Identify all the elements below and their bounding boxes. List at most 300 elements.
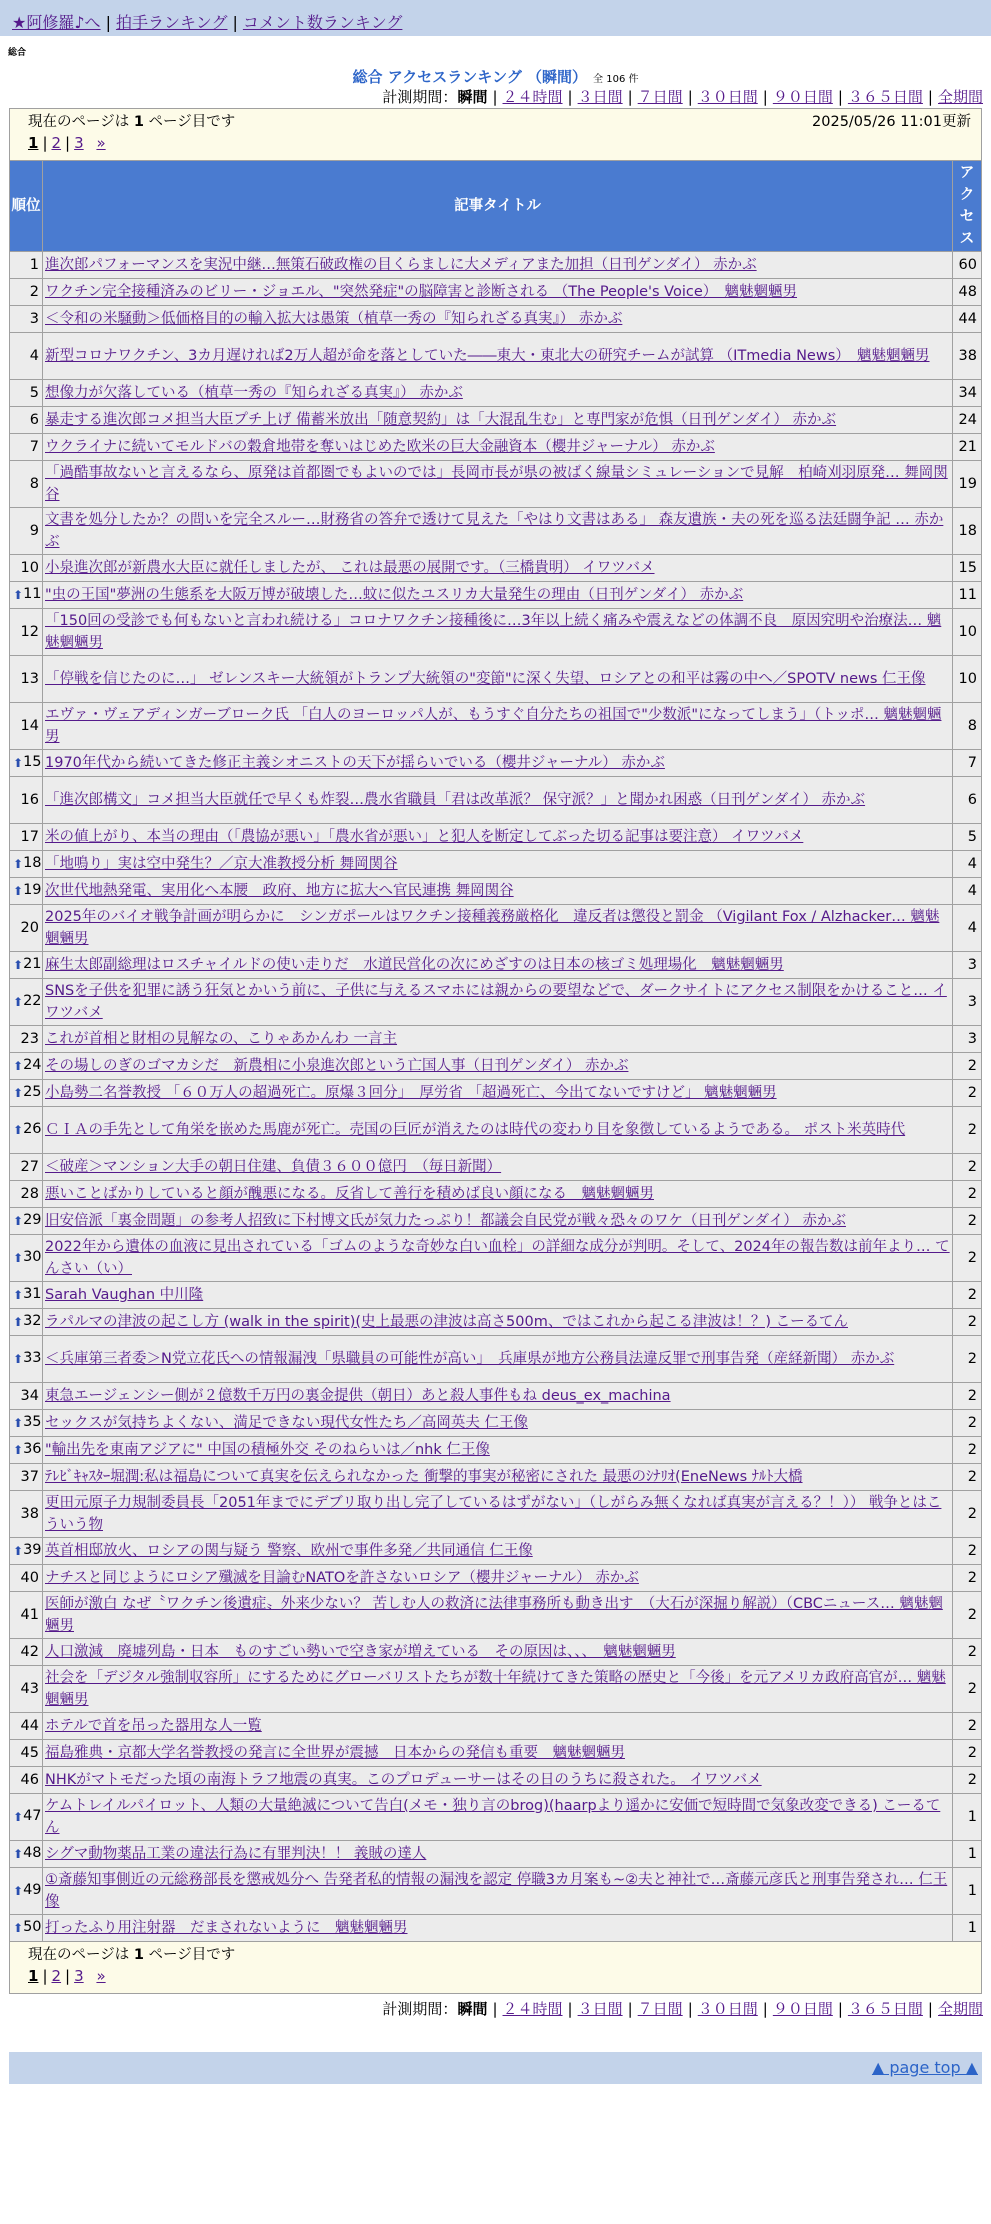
rank-number: 22 xyxy=(23,993,42,1009)
article-link[interactable]: 福島雅典・京都大学名誉教授の発言に全世界が震撼 日本からの発信も重要 魑魅魍魎男 xyxy=(45,1745,625,1761)
nav-link-comment-ranking[interactable]: コメント数ランキング xyxy=(242,13,403,32)
pager-page-3[interactable]: 3 xyxy=(74,1967,84,1985)
rank-number: 39 xyxy=(23,1542,42,1558)
pager-page-2[interactable]: 2 xyxy=(51,1967,62,1985)
rank-cell xyxy=(10,279,42,305)
up-arrow-icon: ⬆ xyxy=(13,1123,24,1137)
rank-cell xyxy=(10,750,42,776)
table-row xyxy=(10,1383,981,1409)
up-arrow-icon: ⬆ xyxy=(13,857,24,871)
rank-number: 12 xyxy=(20,624,39,640)
article-link[interactable]: ＜令和の米騒動＞低価格目的の輸入拡大は愚策（植草一秀の『知られざる真実』） 赤かぶ xyxy=(45,311,623,327)
period-link[interactable]: ３６５日間 xyxy=(847,88,923,106)
title-cell xyxy=(43,777,952,823)
rank-number: 5 xyxy=(29,385,39,401)
title-cell xyxy=(43,1107,952,1153)
title-cell xyxy=(43,750,952,776)
rank-number: 28 xyxy=(20,1186,39,1202)
nav-link-clap-ranking[interactable]: 拍手ランキング xyxy=(115,13,228,32)
table-row xyxy=(10,1915,981,1941)
article-link[interactable]: 新型コロナワクチン、3カ月遅ければ2万人超が命を落としていた――東大・東北大の研究チームが試算 （ITmedia News） 魑魅魍魎男 xyxy=(45,348,930,364)
access-count: 34 xyxy=(953,380,981,406)
current-page-text: 現在のページは 1 ページ目です xyxy=(28,114,236,130)
title-cell xyxy=(43,1565,952,1591)
article-link[interactable]: ＜兵庫第三者委＞N党立花氏への情報漏洩「県職員の可能性が高い」 兵庫県が地方公務員法違反罪で刑事告発（産経新聞） 赤かぶ xyxy=(45,1351,895,1367)
access-count: 2 xyxy=(953,1154,981,1180)
title-cell xyxy=(43,333,952,379)
access-count: 2 xyxy=(953,1713,981,1739)
title-cell xyxy=(43,1410,952,1436)
rank-cell xyxy=(10,555,42,581)
rank-cell xyxy=(10,461,42,507)
table-row xyxy=(10,1464,981,1490)
up-arrow-icon: ⬆ xyxy=(13,1810,24,1824)
title-cell xyxy=(43,1282,952,1308)
article-link[interactable]: ﾃﾚﾋﾞｷｬｽﾀｰ堀潤:私は福島について真実を伝えられなかった 衝撃的事実が秘密にされた 最悪のｼﾅﾘｵ(EneNews ﾅﾙﾄ大橋 xyxy=(45,1469,803,1485)
rank-cell xyxy=(10,1437,42,1463)
rank-number: 33 xyxy=(23,1350,42,1366)
nav-separator: | xyxy=(105,13,111,32)
rank-cell xyxy=(10,252,42,278)
up-arrow-icon: ⬆ xyxy=(13,588,24,602)
rank-number: 43 xyxy=(20,1681,39,1697)
article-link[interactable]: 英首相邸放火、ロシアの関与疑う 警察、欧州で事件多発／共同通信 仁王像 xyxy=(45,1543,533,1559)
article-link[interactable]: 打ったふり用注射器 だまされないように 魑魅魍魎男 xyxy=(45,1920,408,1936)
title-cell xyxy=(43,952,952,978)
rank-cell xyxy=(10,1767,42,1793)
article-link[interactable]: NHKがマトモだった頃の南海トラフ地震の真実。このプロデューサーはその日のうちに殺された。 イワツバメ xyxy=(45,1772,762,1788)
access-count: 2 xyxy=(953,1740,981,1766)
title-cell xyxy=(43,1639,952,1665)
article-link[interactable]: Sarah Vaughan 中川隆 xyxy=(45,1287,204,1303)
title-cell xyxy=(43,1464,952,1490)
up-arrow-icon: ⬆ xyxy=(13,995,24,1009)
rank-number: 41 xyxy=(20,1607,39,1623)
table-row xyxy=(10,979,981,1025)
rank-number: 15 xyxy=(23,754,42,770)
rank-cell xyxy=(10,1336,42,1382)
rank-cell xyxy=(10,905,42,951)
title-cell xyxy=(43,656,952,702)
access-count: 1 xyxy=(953,1915,981,1941)
period-link[interactable]: ７日間 xyxy=(637,88,683,106)
pager-next[interactable]: » xyxy=(96,134,106,152)
access-count: 2 xyxy=(953,1410,981,1436)
article-link[interactable]: 旧安倍派「裏金問題」の参考人招致に下村博文氏が気力たっぷり！都議会自民党が戦々恐々のワケ（日刊ゲンダイ） 赤かぶ xyxy=(45,1213,846,1229)
rank-number: 31 xyxy=(23,1286,42,1302)
table-row xyxy=(10,1154,981,1180)
article-link[interactable]: エヴァ・ヴェアディンガーブローク氏 「白人のヨーロッパ人が、もうすぐ自分たちの祖国で"少数派"になってしまう」（トッポ… 魑魅魍魎男 xyxy=(45,707,942,745)
period-separator: | xyxy=(837,2000,843,2018)
rank-cell xyxy=(10,1639,42,1665)
period-link[interactable]: ３日間 xyxy=(577,2000,623,2018)
rank-cell xyxy=(10,508,42,554)
title-cell xyxy=(43,1666,952,1712)
period-link[interactable]: ３０日間 xyxy=(697,88,758,106)
access-count: 4 xyxy=(953,905,981,951)
rank-number: 26 xyxy=(23,1121,42,1137)
rank-cell xyxy=(10,878,42,904)
table-row xyxy=(10,380,981,406)
up-arrow-icon: ⬆ xyxy=(13,1251,24,1265)
up-arrow-icon: ⬆ xyxy=(13,1214,24,1228)
rank-number: 42 xyxy=(20,1644,39,1660)
article-link[interactable]: ウクライナに続いてモルドバの穀倉地帯を奪いはじめた欧米の巨大金融資本（櫻井ジャーナル） 赤かぶ xyxy=(45,439,715,455)
table-row xyxy=(10,878,981,904)
access-count: 5 xyxy=(953,824,981,850)
access-count: 2 xyxy=(953,1767,981,1793)
access-count: 1 xyxy=(953,1841,981,1867)
period-link[interactable]: ９０日間 xyxy=(772,2000,833,2018)
access-count: 2 xyxy=(953,1538,981,1564)
rank-number: 10 xyxy=(20,560,39,576)
rank-number: 17 xyxy=(20,829,39,845)
title-cell xyxy=(43,1026,952,1052)
rank-cell xyxy=(10,952,42,978)
rank-number: 30 xyxy=(23,1249,42,1265)
rank-cell xyxy=(10,1915,42,1941)
up-arrow-icon: ⬆ xyxy=(13,1416,24,1430)
rank-number: 8 xyxy=(29,476,39,492)
article-link[interactable]: 1970年代から続いてきた修正主義シオニストの天下が揺らいでいる（櫻井ジャーナル） 赤かぶ xyxy=(45,755,665,771)
table-row xyxy=(10,252,981,278)
article-link[interactable]: 小泉進次郎が新農水大臣に就任しましたが、 これは最悪の展開です。（三橋貴明） イワツバメ xyxy=(45,560,655,576)
rank-number: 29 xyxy=(23,1212,42,1228)
title-cell xyxy=(43,1841,952,1867)
table-row xyxy=(10,555,981,581)
rank-cell xyxy=(10,824,42,850)
table-row xyxy=(10,952,981,978)
article-link[interactable]: 更田元原子力規制委員長「2051年までにデブリ取り出し完了しているはずがない」（しがらみ無くなれば真実が言える？！）） 戦争とはこういう物 xyxy=(45,1495,942,1533)
rank-cell xyxy=(10,1208,42,1234)
article-link[interactable]: ケムトレイルパイロット、人類の大量絶滅について告白(メモ・独り言のbrog)(haarpより遥かに安価で短時間で気象改変できる) こーるてん xyxy=(45,1798,941,1836)
rank-number: 6 xyxy=(29,412,39,428)
up-arrow-icon: ⬆ xyxy=(13,1544,24,1558)
rank-cell xyxy=(10,1666,42,1712)
pager-page-3[interactable]: 3 xyxy=(74,134,84,152)
rank-number: 36 xyxy=(23,1441,42,1457)
access-count: 7 xyxy=(953,750,981,776)
title-cell xyxy=(43,306,952,332)
article-link[interactable]: 「過酷事故ないと言えるなら、原発は首都圏でもよいのでは」長岡市長が県の被ばく線量シミュレーションで見解 柏崎刈羽原発… 舞岡関谷 xyxy=(45,465,948,503)
page-top-link[interactable]: ▲ page top ▲ xyxy=(871,2058,978,2077)
title-cell xyxy=(43,1383,952,1409)
access-count: 8 xyxy=(953,703,981,749)
total-count: 全 106 件 xyxy=(593,74,639,85)
rank-number: 11 xyxy=(23,586,42,602)
rank-cell xyxy=(10,1841,42,1867)
title-cell xyxy=(43,434,952,460)
title-cell xyxy=(43,1235,952,1281)
rank-cell xyxy=(10,851,42,877)
table-row xyxy=(10,306,981,332)
title-cell xyxy=(43,1915,952,1941)
access-count: 4 xyxy=(953,851,981,877)
title-cell xyxy=(43,1713,952,1739)
article-link[interactable]: 文書を処分したか？の問いを完全スルー…財務省の答弁で透けて見えた「やはり文書はある」 森友遺族・夫の死を巡る法廷闘争記 … 赤かぶ xyxy=(45,512,944,550)
ranking-table xyxy=(9,108,982,1994)
article-link[interactable]: ラパルマの津波の起こし方 (walk in the spirit)(史上最悪の津波は高さ500m、ではこれから起こる津波は！？) こーるてん xyxy=(45,1314,848,1330)
table-row xyxy=(10,1565,981,1591)
table-row xyxy=(10,1639,981,1665)
table-row xyxy=(10,1713,981,1739)
table-row xyxy=(10,333,981,379)
rank-cell xyxy=(10,1491,42,1537)
period-link[interactable]: ２４時間 xyxy=(502,2000,563,2018)
rank-cell xyxy=(10,1868,42,1914)
title-cell xyxy=(43,279,952,305)
rank-number: 23 xyxy=(20,1031,39,1047)
title-cell xyxy=(43,555,952,581)
rank-cell xyxy=(10,1080,42,1106)
article-link[interactable]: 想像力が欠落している（植草一秀の『知られざる真実』） 赤かぶ xyxy=(45,385,463,401)
rank-number: 13 xyxy=(20,671,39,687)
table-row xyxy=(10,750,981,776)
period-separator: | xyxy=(627,88,633,106)
access-count: 2 xyxy=(953,1181,981,1207)
rank-number: 35 xyxy=(23,1414,42,1430)
table-row xyxy=(10,609,981,655)
article-link[interactable]: 社会を「デジタル強制収容所」にするためにグローバリストたちが数十年続けてきた策略の歴史と「今後」を元アメリカ政府高官が… 魑魅魍魎男 xyxy=(45,1670,946,1708)
pager-next[interactable]: » xyxy=(96,1967,106,1985)
article-link[interactable]: "虫の王国"夢洲の生態系を大阪万博が破壊した…蚊に似たユスリカ大量発生の理由（日刊ゲンダイ） 赤かぶ xyxy=(45,587,744,603)
rank-cell xyxy=(10,434,42,460)
title-cell xyxy=(43,1538,952,1564)
period-link[interactable]: ３６５日間 xyxy=(847,2000,923,2018)
period-separator: | xyxy=(837,88,843,106)
section-label: 総合 xyxy=(8,48,27,58)
rank-cell xyxy=(10,1309,42,1335)
article-link[interactable]: 東急エージェンシー側が２億数千万円の裏金提供（朝日）あと殺人事件もね deus_ex_machina xyxy=(45,1388,671,1404)
article-link[interactable]: 暴走する進次郎コメ担当大臣プチ上げ 備蓄米放出「随意契約」は「大混乱生む」と専門家が危惧（日刊ゲンダイ） 赤かぶ xyxy=(45,412,837,428)
article-link[interactable]: "輸出先を東南アジアに" 中国の積極外交 そのねらいは／nhk 仁王像 xyxy=(45,1442,490,1458)
title-cell xyxy=(43,609,952,655)
table-row xyxy=(10,508,981,554)
period-separator: | xyxy=(567,2000,573,2018)
article-link[interactable]: 進次郎パフォーマンスを実況中継…無策石破政権の目くらましに大メディアまた加担（日刊ゲンダイ） 赤かぶ xyxy=(45,257,757,273)
rank-number: 47 xyxy=(23,1808,42,1824)
rank-number: 40 xyxy=(20,1570,39,1586)
article-link[interactable]: 「進次郎構文」コメ担当大臣就任で早くも炸裂…農水省職員「君は改革派？ 保守派？」と聞かれ困惑（日刊ゲンダイ） 赤かぶ xyxy=(45,792,866,808)
title-cell xyxy=(43,1794,952,1840)
period-current: 瞬間 xyxy=(457,2000,488,2018)
rank-cell xyxy=(10,1538,42,1564)
access-count: 2 xyxy=(953,1639,981,1665)
rank-number: 48 xyxy=(23,1845,42,1861)
title-cell xyxy=(43,703,952,749)
page-title: 総合 アクセスランキング （瞬間） xyxy=(352,68,588,86)
article-link[interactable]: 麻生太郎副総理はロスチャイルドの使い走りだ 水道民営化の次にめざすのは日本の核ゴミ処理場化 魑魅魍魎男 xyxy=(45,957,784,973)
period-link[interactable]: ７日間 xyxy=(637,2000,683,2018)
table-row xyxy=(10,1666,981,1712)
article-link[interactable]: ワクチン完全接種済みのビリー・ジョエル、"突然発症"の脳障害と診断される （The People's Voice） 魑魅魍魎男 xyxy=(45,284,798,300)
rank-cell xyxy=(10,1107,42,1153)
period-separator: | xyxy=(627,2000,633,2018)
rank-cell xyxy=(10,407,42,433)
pager-current-page: 1 xyxy=(28,1967,39,1985)
table-row xyxy=(10,1053,981,1079)
period-separator: | xyxy=(762,2000,768,2018)
table-row xyxy=(10,582,981,608)
rank-cell xyxy=(10,1181,42,1207)
access-count: 1 xyxy=(953,1868,981,1914)
title-cell xyxy=(43,1740,952,1766)
pager-bottom: 1 | 2 | 3 » xyxy=(28,1967,106,1985)
rank-cell xyxy=(10,1053,42,1079)
access-count: 2 xyxy=(953,1437,981,1463)
rank-number: 37 xyxy=(20,1469,39,1485)
updated-timestamp: 2025/05/26 11:01更新 xyxy=(812,114,971,130)
title-cell xyxy=(43,1437,952,1463)
article-link[interactable]: これが首相と財相の見解なの、こりゃあかんわ 一言主 xyxy=(45,1031,398,1047)
access-count: 48 xyxy=(953,279,981,305)
rank-cell xyxy=(10,1282,42,1308)
period-separator: | xyxy=(492,2000,498,2018)
article-link[interactable]: SNSを子供を犯罪に誘う狂気とかいう前に、子供に与えるスマホには親からの要望などで、ダークサイトにアクセス制限をかけること… イワツバメ xyxy=(45,983,947,1021)
period-current: 瞬間 xyxy=(457,88,488,106)
access-count: 18 xyxy=(953,508,981,554)
article-link[interactable]: ＜破産＞マンション大手の朝日住建、負債３６００億円 （毎日新聞） xyxy=(45,1159,502,1175)
access-count: 15 xyxy=(953,555,981,581)
rank-cell xyxy=(10,1464,42,1490)
period-link[interactable]: ２４時間 xyxy=(502,88,563,106)
access-count: 2 xyxy=(953,1491,981,1537)
ranking-wrapper xyxy=(9,108,982,1994)
rank-number: 46 xyxy=(20,1772,39,1788)
rank-number: 25 xyxy=(23,1084,42,1100)
rank-number: 20 xyxy=(20,920,39,936)
article-link[interactable]: ①斎藤知事側近の元総務部長を懲戒処分へ 告発者私的情報の漏洩を認定 停職3カ月案も~②夫と神社で…斎藤元彦氏と刑事告発され… 仁王像 xyxy=(45,1872,948,1910)
table-row xyxy=(10,1309,981,1335)
title-cell xyxy=(43,1080,952,1106)
period-link[interactable]: 全期間 xyxy=(937,88,983,106)
title-cell xyxy=(43,1336,952,1382)
article-link[interactable]: ホテルで首を吊った器用な人一覧 xyxy=(45,1718,262,1734)
title-cell xyxy=(43,252,952,278)
article-link[interactable]: シグマ動物薬品工業の違法行為に有罪判決！！ 義賊の達人 xyxy=(45,1846,427,1862)
article-link[interactable]: 2022年から遺体の血液に見出されている「ゴムのような奇妙な白い血栓」の詳細な成分が判明。そして、2024年の報告数は前年より… てんさい（い） xyxy=(45,1239,950,1277)
access-count: 10 xyxy=(953,609,981,655)
title-cell xyxy=(43,461,952,507)
rank-cell xyxy=(10,1565,42,1591)
period-separator: | xyxy=(687,2000,693,2018)
access-count: 2 xyxy=(953,1464,981,1490)
header-count: アクセス xyxy=(953,161,981,251)
nav-link-asyura[interactable]: ★阿修羅♪へ xyxy=(12,13,101,32)
access-count: 2 xyxy=(953,1336,981,1382)
pager-page-2[interactable]: 2 xyxy=(51,134,62,152)
rank-cell xyxy=(10,1026,42,1052)
table-row xyxy=(10,1208,981,1234)
page-info-top xyxy=(10,109,981,160)
rank-number: 50 xyxy=(23,1919,42,1935)
rank-number: 1 xyxy=(29,257,39,273)
table-row xyxy=(10,1181,981,1207)
rank-number: 3 xyxy=(29,311,39,327)
access-count: 2 xyxy=(953,1208,981,1234)
access-count: 60 xyxy=(953,252,981,278)
access-count: 4 xyxy=(953,878,981,904)
period-link[interactable]: ９０日間 xyxy=(772,88,833,106)
period-selector-top xyxy=(0,86,991,108)
period-label: 計測期間： xyxy=(382,2000,458,2018)
up-arrow-icon: ⬆ xyxy=(13,1288,24,1302)
article-link[interactable]: 米の値上がり、本当の理由（「農協が悪い」「農水省が悪い」と犯人を断定してぶった切る記事は要注意） イワツバメ xyxy=(45,829,804,845)
up-arrow-icon: ⬆ xyxy=(13,1884,24,1898)
rank-number: 32 xyxy=(23,1313,42,1329)
rank-cell xyxy=(10,333,42,379)
access-count: 3 xyxy=(953,1026,981,1052)
title-cell xyxy=(43,851,952,877)
rank-cell xyxy=(10,777,42,823)
table-row xyxy=(10,824,981,850)
table-row xyxy=(10,1841,981,1867)
article-link[interactable]: 小島勢二名誉教授 「６０万人の超過死亡。原爆３回分」 厚労省 「超過死亡、今出てないですけど」 魑魅魍魎男 xyxy=(45,1085,777,1101)
table-row xyxy=(10,1282,981,1308)
rank-cell xyxy=(10,582,42,608)
up-arrow-icon: ⬆ xyxy=(13,1921,24,1935)
period-separator: | xyxy=(927,2000,933,2018)
period-link[interactable]: ３０日間 xyxy=(697,2000,758,2018)
rank-number: 9 xyxy=(29,523,39,539)
table-row xyxy=(10,434,981,460)
article-link[interactable]: セックスが気持ちよくない、満足できない現代女性たち／高岡英夫 仁王像 xyxy=(45,1415,528,1431)
article-link[interactable]: 「地鳴り」実は空中発生？／京大准教授分析 舞岡関谷 xyxy=(45,856,398,872)
table-row xyxy=(10,777,981,823)
article-link[interactable]: 2025年のバイオ戦争計画が明らかに シンガポールはワクチン接種義務厳格化 違反者は懲役と罰金 （Vigilant Fox / Alzhacker… 魑魅魍魎男 xyxy=(45,909,940,947)
up-arrow-icon: ⬆ xyxy=(13,1443,24,1457)
rank-cell xyxy=(10,1592,42,1638)
rank-cell xyxy=(10,380,42,406)
article-link[interactable]: 「150回の受診でも何もないと言われ続ける」コロナワクチン接種後に…3年以上続く痛みや震えなどの体調不良 原因究明や治療法… 魑魅魍魎男 xyxy=(45,613,942,651)
rank-number: 7 xyxy=(29,439,39,455)
footer-bar xyxy=(9,2052,982,2084)
table-row xyxy=(10,407,981,433)
title-cell xyxy=(43,824,952,850)
period-link[interactable]: 全期間 xyxy=(937,2000,983,2018)
table-row xyxy=(10,1437,981,1463)
article-link[interactable]: ＣＩＡの手先として角栄を嵌めた馬鹿が死亡。売国の巨匠が消えたのは時代の変わり目を象徴しているようである。 ポスト米英時代 xyxy=(45,1122,906,1138)
pager-current-page: 1 xyxy=(28,134,39,152)
table-row xyxy=(10,1538,981,1564)
title-cell xyxy=(43,1053,952,1079)
rank-number: 34 xyxy=(20,1388,39,1404)
rank-cell xyxy=(10,1154,42,1180)
table-row xyxy=(10,1080,981,1106)
title-cell xyxy=(43,1309,952,1335)
period-separator: | xyxy=(567,88,573,106)
up-arrow-icon: ⬆ xyxy=(13,756,24,770)
article-link[interactable]: 悪いことばかりしていると顔が醜悪になる。反省して善行を積めば良い顔になる 魑魅魍魎男 xyxy=(45,1186,654,1202)
article-link[interactable]: 医師が激白 なぜ〝ワクチン後遺症〟外来少ない？ 苦しむ人の救済に法律事務所も動き出す （大石が深掘り解説）（CBCニュース… 魑魅魍魎男 xyxy=(45,1596,943,1634)
current-page-text: 現在のページは 1 ページ目です xyxy=(28,1947,236,1963)
rank-number: 14 xyxy=(20,718,39,734)
article-link[interactable]: 次世代地熱発電、実用化へ本腰 政府、地方に拡大へ官民連携 舞岡関谷 xyxy=(45,883,514,899)
rank-number: 24 xyxy=(23,1057,42,1073)
rank-cell xyxy=(10,1794,42,1840)
up-arrow-icon: ⬆ xyxy=(13,1847,24,1861)
table-row xyxy=(10,1491,981,1537)
period-selector-bottom xyxy=(0,1998,991,2020)
article-link[interactable]: その場しのぎのゴマカシだ 新農相に小泉進次郎という亡国人事（日刊ゲンダイ） 赤かぶ xyxy=(45,1058,629,1074)
table-row xyxy=(10,656,981,702)
article-link[interactable]: 「停戦を信じたのに…」 ゼレンスキー大統領がトランプ大統領の"変節"に深く失望、ロシアとの和平は霧の中へ／SPOTV news 仁王像 xyxy=(45,671,926,687)
article-link[interactable]: ナチスと同じようにロシア殲滅を目論むNATOを許さないロシア（櫻井ジャーナル） 赤かぶ xyxy=(45,1570,639,1586)
period-link[interactable]: ３日間 xyxy=(577,88,623,106)
access-count: 10 xyxy=(953,656,981,702)
article-link[interactable]: 人口激減 廃墟列島・日本 ものすごい勢いで空き家が増えている その原因は、、、 魑魅魍魎男 xyxy=(45,1644,676,1660)
table-row xyxy=(10,1767,981,1793)
